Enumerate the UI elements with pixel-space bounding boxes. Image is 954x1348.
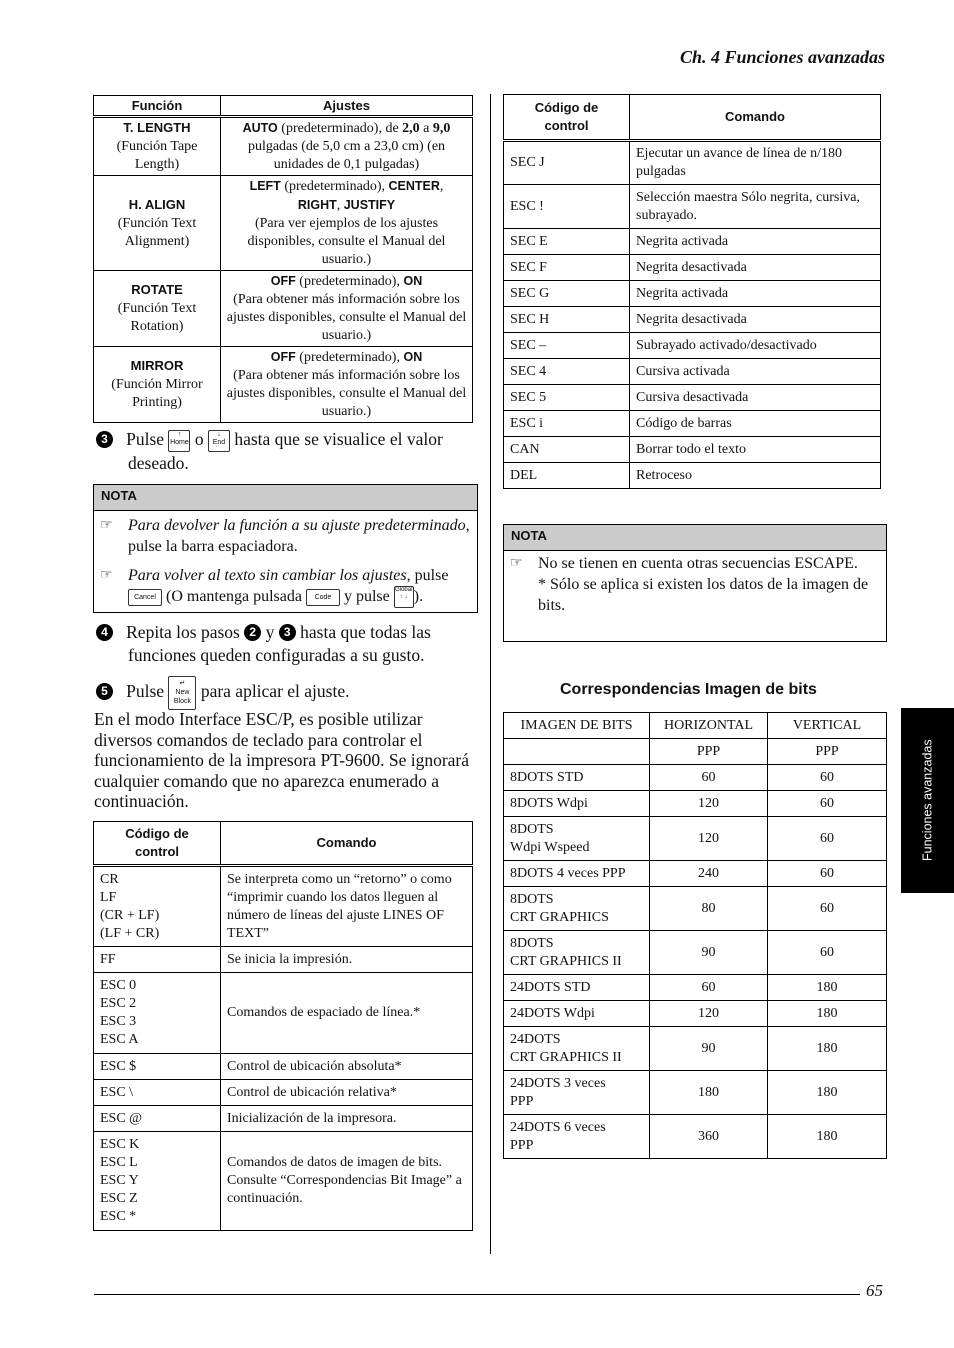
mode-cell: CRT GRAPHICS II [510,953,622,969]
horizontal-cell: 240 [650,861,768,887]
unit-cell: PPP [650,739,768,765]
command-cell: Cursiva desactivada [630,385,881,411]
note-box-2 [503,524,887,642]
step-number: 3 [96,431,113,448]
function-name: T. LENGTH [123,120,191,135]
note-text: ). [413,588,424,605]
table-row [94,1080,473,1106]
key-label: End [212,438,226,446]
table-row [94,117,473,176]
table-row [504,1071,887,1115]
mode-cell: 24DOTS 3 veces [510,1075,606,1091]
mode-cell: 24DOTS 6 veces [510,1119,606,1135]
command-cell: Ejecutar un avance de línea de n/180 pulgadas [630,141,881,185]
table-row [504,1027,887,1071]
unit-cell: PPP [768,739,887,765]
mode-cell: 8DOTS [510,821,554,837]
table-header: VERTICAL [768,713,887,739]
table-row [504,185,881,229]
command-cell: Control de ubicación absoluta* [221,1054,473,1080]
vertical-cell: 180 [768,1001,887,1027]
key-label: Global [395,587,413,594]
command-cell: Borrar todo el texto [630,437,881,463]
note-title: NOTA [94,485,477,511]
code-cell: SEC H [504,307,630,333]
code-cell: ESC i [504,411,630,437]
step-ref: 3 [279,624,296,641]
horizontal-cell: 180 [650,1071,768,1115]
command-cell: Negrita desactivada [630,307,881,333]
table-row [504,817,887,861]
setting-value: 2,0 [402,121,420,136]
horizontal-cell: 120 [650,1001,768,1027]
note-text: No se tienen en cuenta otras secuencias ESCAPE. [538,555,858,572]
command-cell: Comandos de espaciado de línea.* [221,973,473,1054]
table-unit-row [504,739,887,765]
vertical-cell: 60 [768,887,887,931]
table-header: Función [94,96,221,117]
vertical-cell: 60 [768,861,887,887]
table-header: HORIZONTAL [650,713,768,739]
code-cell: (CR + LF) [100,907,160,923]
table-row [94,973,473,1054]
function-name: H. ALIGN [128,196,186,212]
horizontal-cell: 120 [650,817,768,861]
setting-option: CENTER [388,179,440,193]
function-sub: (Función Text Rotation) [117,301,197,334]
table-header: Código de control [504,95,630,141]
pointing-hand-icon: ☞ [100,568,113,583]
step-4 [96,621,476,667]
code-cell: SEC E [504,229,630,255]
setting-note: (Para obtener más información sobre los ajustes disponibles, consulte el Manual del usuario.) [226,368,467,419]
settings-table [93,95,473,423]
note-text: (O mantenga pulsada [162,588,306,605]
code-cell: SEC G [504,281,630,307]
code-cell: ESC A [100,1032,139,1047]
vertical-cell: 180 [768,975,887,1001]
step-number: 5 [96,683,113,700]
code-cell: CAN [504,437,630,463]
step-text: hasta que se visualice el valor deseado. [128,429,443,473]
setting-text: (predeterminado), [295,274,404,289]
column-divider [490,94,491,1254]
setting-option: OFF [270,350,296,364]
command-cell: Negrita desactivada [630,255,881,281]
command-cell: Retroceso [630,463,881,489]
note-item [94,565,477,608]
table-row [504,359,881,385]
mode-cell: Wdpi Wspeed [510,839,590,855]
code-cell: (LF + CR) [100,925,160,941]
step-number: 4 [96,624,113,641]
code-cell: ESC 0 [100,978,137,993]
table-row [94,176,473,271]
setting-text: pulgadas (de 5,0 cm a 23,0 cm) (en unidades de 0,1 pulgadas) [247,139,446,172]
setting-text: (predeterminado), [295,350,404,365]
note-item [94,515,477,557]
command-cell: Negrita activada [630,229,881,255]
function-sub: (Función Mirror Printing) [111,377,203,410]
table-row [504,887,887,931]
code-key-icon: Code [306,589,340,606]
setting-option: AUTO [242,121,278,135]
horizontal-cell: 60 [650,975,768,1001]
command-cell: Se interpreta como un “retorno” o como “imprimir cuando los datos lleguen al número de líneas del ajuste LINES OF TEXT” [221,866,473,947]
mode-cell: CRT GRAPHICS [510,909,609,925]
code-cell: SEC – [504,333,630,359]
horizontal-cell: 60 [650,765,768,791]
horizontal-cell: 90 [650,931,768,975]
note-title: NOTA [504,525,886,551]
home-key-icon: ↑ Home [168,430,190,452]
mode-cell: 8DOTS 4 veces PPP [504,861,650,887]
step-text: para aplicar el ajuste. [196,681,350,702]
cancel-key-icon: Cancel [128,589,162,606]
mode-cell: 24DOTS STD [504,975,650,1001]
unit-cell [504,739,650,765]
code-cell: CR [100,871,119,887]
code-cell: SEC 5 [504,385,630,411]
code-cell: ESC $ [94,1054,221,1080]
mode-cell: 24DOTS [510,1031,561,1047]
table-header: Comando [221,822,473,866]
table-row [504,385,881,411]
setting-text: (predeterminado), [280,179,389,194]
step-text: y [261,622,279,642]
setting-note: (Para obtener más información sobre los ajustes disponibles, consulte el Manual del usuario.) [226,292,467,343]
table-row [504,861,887,887]
command-cell: Código de barras [630,411,881,437]
mode-cell: PPP [510,1093,534,1109]
control-code-table-left [93,821,473,1231]
table-row [504,765,887,791]
horizontal-cell: 90 [650,1027,768,1071]
table-row [94,271,473,347]
table-row [94,347,473,423]
step-3 [96,428,476,475]
table-header: Código de control [94,822,221,866]
code-cell: SEC J [504,141,630,185]
step-text: Pulse [126,681,169,702]
horizontal-cell: 360 [650,1115,768,1159]
table-row [94,866,473,947]
note-text: * Sólo se aplica si existen los datos de la imagen de bits. [538,576,869,614]
setting-text: , [336,198,344,213]
table-header: Ajustes [221,96,473,117]
global-key-icon: Global ↑ ↓ [394,586,414,608]
setting-option: JUSTIFY [343,198,396,212]
command-cell: Selección maestra Sólo negrita, cursiva, subrayado. [630,185,881,229]
note-text: , pulse [406,567,449,584]
code-cell: ESC Y [100,1173,139,1188]
command-cell: Inicialización de la impresora. [221,1106,473,1132]
function-sub: (Función Tape Length) [116,139,198,172]
code-cell: LF [100,889,117,905]
step-text: o [190,429,208,449]
setting-option: ON [403,350,423,364]
command-cell: Control de ubicación relativa* [221,1080,473,1106]
code-cell: ESC L [100,1155,138,1170]
vertical-cell: 180 [768,1027,887,1071]
code-cell: SEC 4 [504,359,630,385]
setting-option: RIGHT [297,198,337,212]
mode-cell: 8DOTS [510,891,554,907]
setting-option: LEFT [249,179,281,193]
code-cell: ESC ! [504,185,630,229]
table-row [504,1001,887,1027]
command-cell: Negrita activada [630,281,881,307]
table-row [504,437,881,463]
setting-option: ON [403,274,423,288]
mode-cell: 8DOTS [510,935,554,951]
function-name: ROTATE [131,282,183,297]
step-text: Repita los pasos [126,622,245,642]
table-row [504,1115,887,1159]
new-block-key-icon: ↵ New Block [168,676,196,710]
step-5 [96,676,476,710]
code-cell: ESC 3 [100,1014,137,1029]
note-box [93,484,478,613]
table-row [504,463,881,489]
table-row [504,255,881,281]
code-cell: ESC \ [94,1080,221,1106]
note-text: Para devolver la función a su ajuste predeterminado [128,517,466,534]
code-cell: ESC * [100,1209,137,1224]
vertical-cell: 60 [768,817,887,861]
table-row [504,411,881,437]
command-cell: Se inicia la impresión. [221,947,473,973]
mode-cell: 8DOTS STD [504,765,650,791]
code-cell: SEC F [504,255,630,281]
function-sub: (Función Text Alignment) [117,215,197,249]
note-text: Para volver al texto sin cambiar los ajustes [128,567,407,584]
note-item [504,553,886,616]
vertical-cell: 180 [768,1115,887,1159]
key-label: New Block [173,689,191,705]
code-cell: FF [94,947,221,973]
section-title: Correspondencias Imagen de bits [560,681,817,698]
table-row [504,931,887,975]
mode-cell: 8DOTS Wdpi [504,791,650,817]
setting-option: OFF [270,274,296,288]
code-cell: ESC Z [100,1191,138,1206]
table-row [94,1106,473,1132]
table-row [504,975,887,1001]
note-text: , pulse la barra espaciadora. [128,517,470,555]
control-code-table-right [503,94,881,489]
table-row [504,141,881,185]
vertical-cell: 60 [768,765,887,791]
table-row [94,947,473,973]
note-text: y pulse [339,588,394,605]
function-name: MIRROR [130,358,184,373]
code-cell: DEL [504,463,630,489]
table-row [94,1054,473,1080]
code-cell: ESC @ [94,1106,221,1132]
horizontal-cell: 80 [650,887,768,931]
step-text: Pulse [126,429,169,449]
setting-value: 9,0 [432,121,451,136]
table-header: Comando [630,95,881,141]
vertical-cell: 60 [768,791,887,817]
mode-cell: 24DOTS Wdpi [504,1001,650,1027]
step-text: hasta que todas las funciones queden configuradas a su gusto. [128,622,431,665]
page-number: 65 [866,1281,883,1300]
setting-text: , [439,179,444,194]
vertical-cell: 60 [768,931,887,975]
chapter-header: Ch. 4 Funciones avanzadas [679,47,885,67]
mode-cell: CRT GRAPHICS II [510,1049,622,1065]
table-row [94,1132,473,1231]
pointing-hand-icon: ☞ [510,556,523,571]
table-row [504,281,881,307]
command-cell: Cursiva activada [630,359,881,385]
table-row [504,229,881,255]
horizontal-cell: 120 [650,791,768,817]
table-header: IMAGEN DE BITS [504,713,650,739]
setting-text: (predeterminado), de [277,121,403,136]
key-label: Home [170,438,189,446]
side-tab-label: Funciones avanzadas [920,739,935,862]
bit-image-table [503,712,887,1159]
setting-note: (Para ver ejemplos de los ajustes disponibles, consulte el Manual del usuario.) [247,216,446,267]
table-row [504,307,881,333]
setting-text: a [419,121,433,136]
code-cell: ESC K [100,1137,140,1152]
table-row [504,333,881,359]
table-header-row [504,713,887,739]
pointing-hand-icon: ☞ [100,518,113,533]
code-cell: ESC 2 [100,996,137,1011]
end-key-icon: ↓ End [208,430,230,452]
step-ref: 2 [244,624,261,641]
command-cell: Subrayado activado/desactivado [630,333,881,359]
vertical-cell: 180 [768,1071,887,1115]
side-tab [901,708,954,893]
footer-rule [94,1294,860,1295]
table-row [504,791,887,817]
intro-paragraph: En el modo Interface ESC/P, es posible utilizar diversos comandos de teclado para controlar el funcionamiento de la impresora PT-9600. Se ignorará cualquier comando que no aparezca enumerado a continuación. [94,709,470,811]
command-cell: Comandos de datos de imagen de bits. Consulte “Correspondencias Bit Image” a continuación. [221,1132,473,1231]
mode-cell: PPP [510,1137,534,1153]
